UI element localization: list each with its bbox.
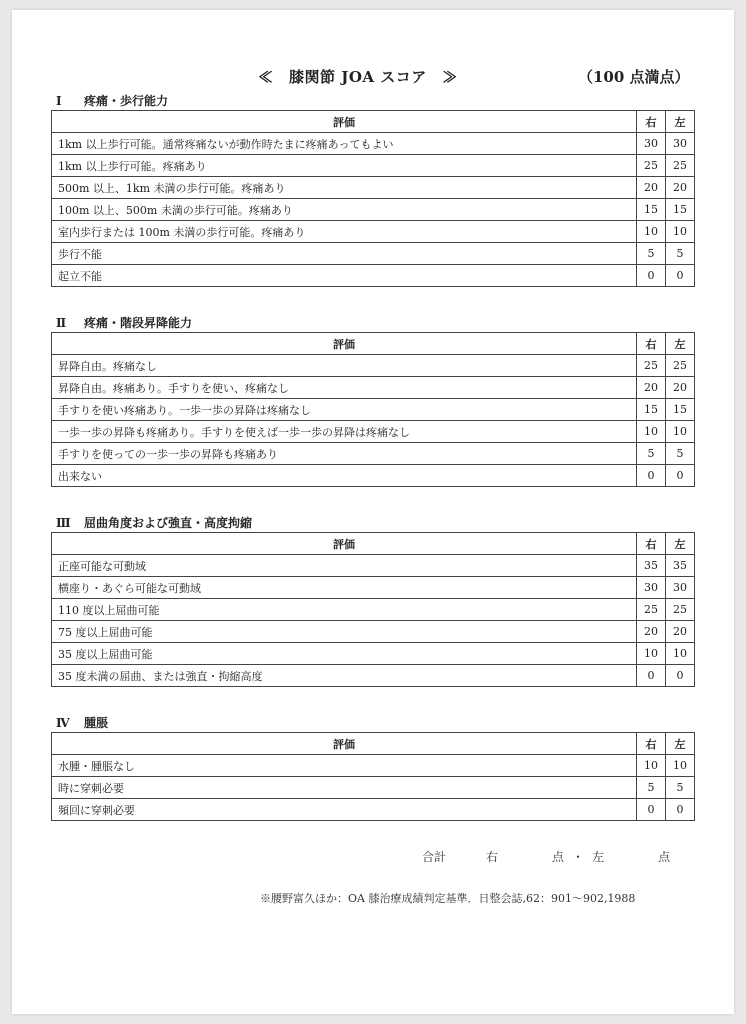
row-right-score: 0 [637, 665, 666, 687]
row-left-score: 10 [666, 221, 695, 243]
row-label: 1km 以上歩行可能。通常疼痛ないが動作時たまに疼痛あってもよい [52, 133, 637, 155]
table-row [52, 399, 695, 421]
total-row [422, 848, 670, 865]
row-left-score: 0 [666, 465, 695, 487]
row-label: 正座可能な可動域 [52, 555, 637, 577]
row-right-score: 25 [637, 155, 666, 177]
row-right-score: 5 [637, 777, 666, 799]
row-left-score: 10 [666, 643, 695, 665]
row-label: 横座り・あぐら可能な可動域 [52, 577, 637, 599]
row-label: 出来ない [52, 465, 637, 487]
row-right-score: 20 [637, 177, 666, 199]
table-header-row [52, 111, 695, 133]
column-header-evaluation: 評価 [52, 111, 637, 133]
table-row [52, 355, 695, 377]
row-left-score: 25 [666, 155, 695, 177]
table-row [52, 377, 695, 399]
section-title: 屈曲角度および強直・高度拘縮 [84, 516, 253, 530]
row-right-score: 0 [637, 799, 666, 821]
row-left-score: 30 [666, 577, 695, 599]
row-label: 起立不能 [52, 265, 637, 287]
row-left-score: 25 [666, 599, 695, 621]
row-right-score: 0 [637, 265, 666, 287]
row-left-score: 20 [666, 621, 695, 643]
row-left-score: 5 [666, 243, 695, 265]
table-header-row [52, 533, 695, 555]
section-title: 疼痛・歩行能力 [84, 94, 169, 108]
total-right-label: 右 [486, 850, 499, 864]
row-left-score: 15 [666, 199, 695, 221]
row-right-score: 10 [637, 643, 666, 665]
row-right-score: 30 [637, 577, 666, 599]
column-header-right: 右 [637, 733, 666, 755]
column-header-right: 右 [637, 333, 666, 355]
table-row [52, 665, 695, 687]
table-row [52, 421, 695, 443]
table-row [52, 643, 695, 665]
total-left-point-label: 点 [658, 850, 671, 864]
table-row [52, 199, 695, 221]
section-number: Ⅳ [56, 716, 70, 730]
column-header-left: 左 [666, 111, 695, 133]
table-header-row [52, 733, 695, 755]
row-right-score: 5 [637, 243, 666, 265]
row-label: 75 度以上屈曲可能 [52, 621, 637, 643]
row-left-score: 0 [666, 799, 695, 821]
table-row [52, 755, 695, 777]
row-left-score: 5 [666, 443, 695, 465]
row-label: 手すりを使っての一歩一歩の昇降も疼痛あり [52, 443, 637, 465]
column-header-left: 左 [666, 733, 695, 755]
section-number: Ⅰ [56, 94, 62, 108]
row-left-score: 10 [666, 755, 695, 777]
row-label: 1km 以上歩行可能。疼痛あり [52, 155, 637, 177]
table-row [52, 243, 695, 265]
page-title: ≪ 膝関節 JOA スコア ≫ [258, 68, 458, 86]
table-row [52, 221, 695, 243]
table-row [52, 177, 695, 199]
section-title: 腫脹 [84, 716, 109, 730]
section-number: Ⅲ [56, 516, 71, 530]
row-left-score: 30 [666, 133, 695, 155]
row-right-score: 20 [637, 377, 666, 399]
row-right-score: 25 [637, 599, 666, 621]
row-right-score: 30 [637, 133, 666, 155]
row-right-score: 35 [637, 555, 666, 577]
row-right-score: 10 [637, 421, 666, 443]
row-left-score: 0 [666, 665, 695, 687]
title-row [12, 66, 734, 90]
score-table-3 [51, 532, 695, 687]
row-left-score: 15 [666, 399, 695, 421]
row-label: 昇降自由。疼痛なし [52, 355, 637, 377]
section-heading-4 [56, 714, 108, 731]
section-number: Ⅱ [56, 316, 67, 330]
section-title: 疼痛・階段昇降能力 [84, 316, 193, 330]
table-row [52, 265, 695, 287]
score-table-1 [51, 110, 695, 287]
row-label: 頻回に穿刺必要 [52, 799, 637, 821]
section-heading-1 [56, 92, 168, 109]
column-header-left: 左 [666, 533, 695, 555]
citation-note: ※腰野富久ほか：OA 膝治療成績判定基準．日整会誌,62：901～902,1988 [260, 892, 636, 905]
table-row [52, 777, 695, 799]
total-label: 合計 [422, 850, 447, 864]
table-header-row [52, 333, 695, 355]
row-label: 歩行不能 [52, 243, 637, 265]
row-label: 500m 以上、1km 未満の歩行可能。疼痛あり [52, 177, 637, 199]
max-score-label: （100 点満点） [578, 68, 690, 86]
row-label: 手すりを使い疼痛あり。一歩一歩の昇降は疼痛なし [52, 399, 637, 421]
row-right-score: 0 [637, 465, 666, 487]
total-separator: ・ [572, 850, 585, 864]
table-row [52, 621, 695, 643]
row-left-score: 35 [666, 555, 695, 577]
table-row [52, 443, 695, 465]
section-heading-2 [56, 314, 192, 331]
row-right-score: 15 [637, 199, 666, 221]
table-row [52, 555, 695, 577]
column-header-right: 右 [637, 111, 666, 133]
row-left-score: 0 [666, 265, 695, 287]
column-header-left: 左 [666, 333, 695, 355]
row-label: 昇降自由。疼痛あり。手すりを使い、疼痛なし [52, 377, 637, 399]
row-label: 110 度以上屈曲可能 [52, 599, 637, 621]
row-right-score: 10 [637, 221, 666, 243]
total-left-label: 左 [592, 850, 605, 864]
column-header-evaluation: 評価 [52, 733, 637, 755]
row-label: 室内歩行または 100m 未満の歩行可能。疼痛あり [52, 221, 637, 243]
row-right-score: 15 [637, 399, 666, 421]
table-row [52, 155, 695, 177]
score-table-2 [51, 332, 695, 487]
row-label: 一歩一歩の昇降も疼痛あり。手すりを使えば一歩一歩の昇降は疼痛なし [52, 421, 637, 443]
row-label: 100m 以上、500m 未満の歩行可能。疼痛あり [52, 199, 637, 221]
column-header-right: 右 [637, 533, 666, 555]
table-row [52, 599, 695, 621]
table-row [52, 799, 695, 821]
document-page [12, 10, 734, 1014]
table-row [52, 577, 695, 599]
row-label: 時に穿刺必要 [52, 777, 637, 799]
row-left-score: 20 [666, 377, 695, 399]
row-left-score: 25 [666, 355, 695, 377]
table-row [52, 465, 695, 487]
row-right-score: 10 [637, 755, 666, 777]
row-right-score: 5 [637, 443, 666, 465]
score-table-4 [51, 732, 695, 821]
total-right-point-label: 点 [552, 850, 565, 864]
row-label: 水腫・腫脹なし [52, 755, 637, 777]
row-left-score: 5 [666, 777, 695, 799]
column-header-evaluation: 評価 [52, 533, 637, 555]
row-right-score: 25 [637, 355, 666, 377]
row-right-score: 20 [637, 621, 666, 643]
column-header-evaluation: 評価 [52, 333, 637, 355]
row-label: 35 度未満の屈曲、または強直・拘縮高度 [52, 665, 637, 687]
row-left-score: 10 [666, 421, 695, 443]
row-label: 35 度以上屈曲可能 [52, 643, 637, 665]
row-left-score: 20 [666, 177, 695, 199]
section-heading-3 [56, 514, 252, 531]
table-row [52, 133, 695, 155]
